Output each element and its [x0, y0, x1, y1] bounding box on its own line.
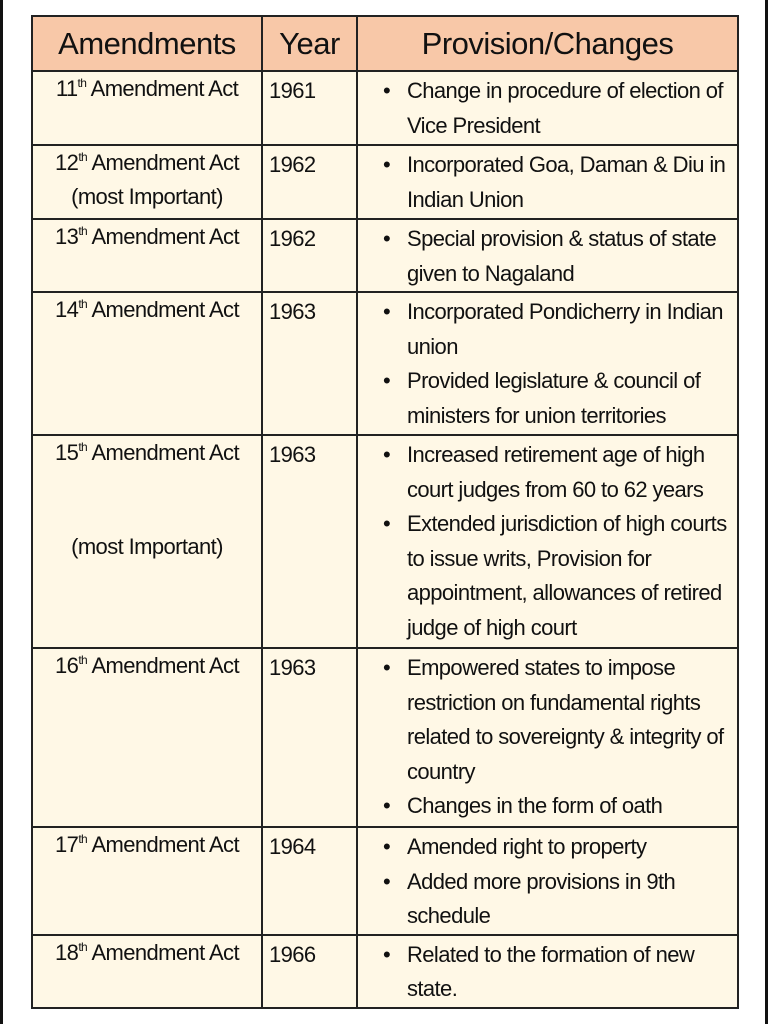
amendments-table: [31, 15, 739, 1009]
provisions-list: [358, 438, 737, 645]
provisions-cell: [357, 827, 738, 935]
table-row: [32, 219, 738, 292]
ordinal-suffix: th: [77, 76, 87, 90]
amendment-number: 14: [55, 297, 79, 322]
provisions-cell: [357, 219, 738, 292]
amendment-act-label: Amendment Act: [91, 440, 239, 465]
left-edge-bar: [0, 0, 3, 1024]
amendment-act-label: Amendment Act: [91, 297, 239, 322]
year-cell: 1963: [262, 648, 357, 827]
provisions-list: [358, 148, 737, 217]
amendment-name: [33, 936, 261, 970]
amendment-act-label: Amendment Act: [91, 224, 239, 249]
provision-item: • Added more provisions in 9th schedule: [407, 865, 737, 934]
table-row: [32, 435, 738, 648]
table-row: [32, 71, 738, 145]
ordinal-suffix: th: [78, 939, 88, 954]
amendment-name: [33, 146, 261, 180]
year-cell: 1963: [262, 435, 357, 648]
ordinal-suffix: th: [78, 832, 88, 846]
amendment-act-label: Amendment Act: [90, 76, 239, 101]
amendment-cell: [32, 827, 262, 935]
amendment-cell: [32, 435, 262, 648]
amendment-number: 12: [55, 150, 79, 175]
provisions-cell: [357, 935, 738, 1008]
amendment-name: [33, 828, 261, 862]
provision-item: • Changes in the form of oath: [407, 789, 737, 824]
amendment-act-label: Amendment Act: [91, 939, 239, 965]
amendment-number: 16: [55, 653, 79, 678]
provision-item: • Incorporated Goa, Daman & Diu in Indian Union: [407, 148, 737, 217]
provisions-list: [358, 651, 737, 824]
amendment-cell: [32, 648, 262, 827]
year-cell: 1966: [262, 935, 357, 1008]
provision-item: • Special provision & status of state given to Nagaland: [407, 222, 737, 291]
table-row: [32, 145, 738, 219]
ordinal-suffix: th: [78, 297, 88, 311]
table-header: [32, 16, 738, 71]
amendment-cell: [32, 145, 262, 219]
amendment-name: [33, 436, 261, 470]
provision-item: • Related to the formation of new state.: [407, 938, 737, 1007]
importance-note: (most Important): [71, 184, 223, 209]
year-cell: 1962: [262, 145, 357, 219]
provisions-cell: [357, 145, 738, 219]
amendment-name: [33, 220, 261, 254]
provisions-cell: [357, 435, 738, 648]
ordinal-suffix: th: [78, 440, 88, 454]
amendment-act-label: Amendment Act: [91, 150, 239, 175]
year-cell: 1964: [262, 827, 357, 935]
provisions-cell: [357, 292, 738, 435]
ordinal-suffix: th: [78, 224, 88, 238]
provision-item: • Extended jurisdiction of high courts to issue writs, Provision for appointment, allowances of retired judge of high court: [407, 507, 737, 645]
table-body: [32, 71, 738, 1008]
table-row: [32, 292, 738, 435]
table-row: [32, 935, 738, 1008]
amendment-name: [33, 649, 261, 683]
ordinal-suffix: th: [78, 150, 88, 164]
provision-item: • Provided legislature & council of ministers for union territories: [407, 364, 737, 433]
table-row: [32, 648, 738, 827]
provisions-cell: [357, 648, 738, 827]
year-cell: 1961: [262, 71, 357, 145]
year-cell: 1962: [262, 219, 357, 292]
amendment-cell: [32, 219, 262, 292]
provision-item: • Empowered states to impose restriction on fundamental rights related to sovereignty & integrity of country: [407, 651, 737, 789]
provisions-list: [358, 74, 737, 143]
amendment-number: 13: [55, 224, 79, 249]
provisions-list: [358, 830, 737, 934]
amendment-act-label: Amendment Act: [91, 653, 239, 678]
provision-item: • Change in procedure of election of Vice President: [407, 74, 737, 143]
provision-item: • Increased retirement age of high court judges from 60 to 62 years: [407, 438, 737, 507]
header-row: [32, 16, 738, 71]
provision-item: • Incorporated Pondicherry in Indian union: [407, 295, 737, 364]
amendment-cell: [32, 71, 262, 145]
provisions-cell: [357, 71, 738, 145]
amendment-number: 15: [55, 440, 79, 465]
provisions-list: [358, 222, 737, 291]
amendment-act-label: Amendment Act: [91, 832, 239, 857]
provisions-list: [358, 938, 737, 1007]
amendment-name: [33, 72, 261, 106]
amendment-number: 17: [55, 832, 79, 857]
header-provisions: Provision/Changes: [357, 16, 738, 71]
amendment-cell: [32, 292, 262, 435]
amendment-number: 11: [55, 76, 78, 101]
provision-item: • Amended right to property: [407, 830, 737, 865]
table-row: [32, 827, 738, 935]
header-year: Year: [262, 16, 357, 71]
amendment-cell: [32, 935, 262, 1008]
amendment-name: [33, 293, 261, 327]
header-amendments: Amendments: [32, 16, 262, 71]
ordinal-suffix: th: [78, 653, 88, 667]
year-cell: 1963: [262, 292, 357, 435]
amendment-number: 18: [55, 939, 79, 965]
provisions-list: [358, 295, 737, 433]
importance-note: (most Important): [71, 534, 223, 559]
